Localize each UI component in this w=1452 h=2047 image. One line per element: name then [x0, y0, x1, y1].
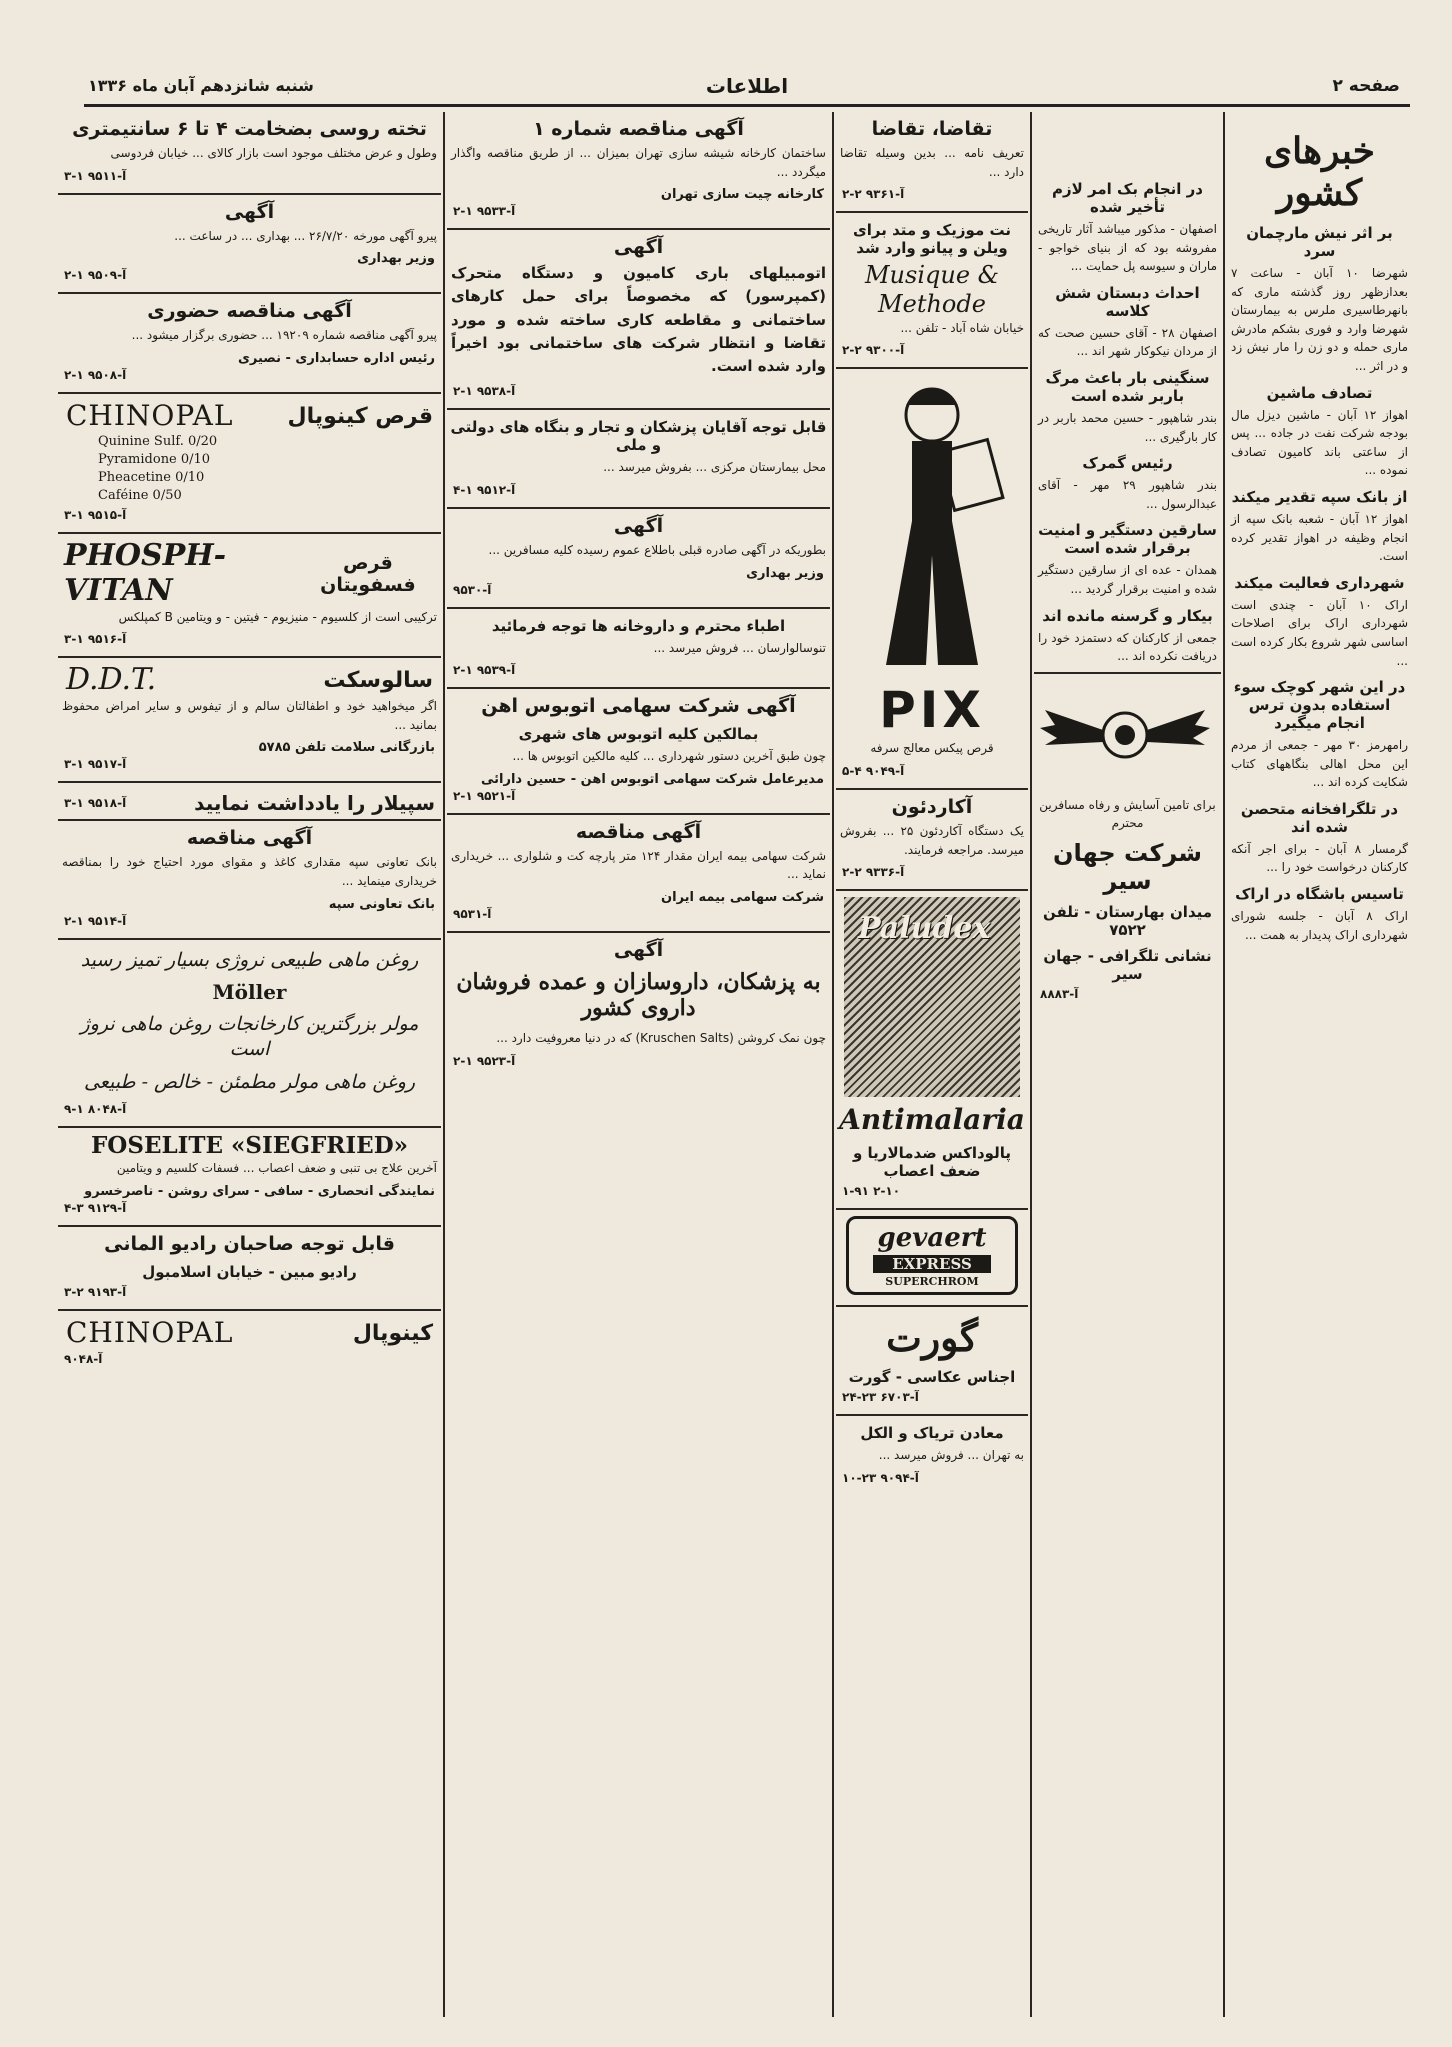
ad-code: آ-۹۰۴۸: [64, 1351, 103, 1366]
article-body: بندر شاهپور - حسین محمد باربر در کار بارگیری ...: [1038, 410, 1217, 444]
doctors-ad: [447, 418, 830, 509]
sipilar-ad: [58, 787, 441, 821]
ingredient: Pheacetine 0/10: [98, 470, 205, 486]
ad-title: معادن تریاک و الکل: [860, 1424, 1004, 1443]
accordion-ad: [836, 796, 1028, 891]
ad-title: آگهی: [613, 939, 664, 961]
headline: در این شهر کوچک سوء استفاده بدون ترس انجام میگیرد: [1233, 678, 1406, 733]
article-body: جمعی از کارکنان که دستمزد خود را دریافت نکرده اند ...: [1038, 630, 1217, 664]
ad-body: پیرو آگهی مناقصه شماره ۱۹۲۰۹ ... حضوری برگزار میشود ...: [131, 328, 437, 343]
ad-sign: وزیر بهداری: [357, 251, 435, 267]
ad-address: خیابان شاه آباد - تلفن ...: [900, 320, 1024, 335]
issue-date: شنبه شانزدهم آبان ماه ۱۳۳۶: [88, 76, 314, 95]
foselite-ad: [58, 1132, 441, 1227]
ad-code: آ-۹۵۱۷ ۱-۳: [64, 757, 127, 772]
ad-title: آکاردئون: [891, 795, 973, 818]
tender-live-ad: [58, 300, 441, 394]
moller-line: مولر بزرگترین کارخانجات روغن ماهی نروژ است: [80, 1013, 419, 1060]
ad-body: آخرین علاج بی تنبی و ضعف اعصاب ... فسفات کلسیم و ویتامین: [116, 1161, 437, 1176]
paludex-image: [844, 897, 1020, 1097]
chinopal-latin: CHINOPAL: [66, 398, 234, 432]
ad-code: آ-۹۵۲۳ ۱-۲: [453, 1053, 516, 1068]
ad-code: آ-۸۰۴۸ ۱-۹: [64, 1102, 127, 1117]
goort-ad: [836, 1315, 1028, 1416]
article-body: اصفهان - مذکور میباشد آثار تاریخی مفروشه بود که از بنیای خواجو - ماران و سیوسه پل حمایت ...: [1038, 222, 1217, 274]
pix-brand: PIX: [879, 681, 985, 740]
headline: در انجام بک امر لازم تأخیر شده: [1052, 180, 1203, 216]
headline: احداث دبستان شش کلاسه: [1055, 283, 1200, 320]
ad-code: آ-۹۵۱۱ ۱-۳: [64, 168, 127, 183]
ad-code: آ-۹۵۳۰: [453, 582, 492, 597]
ad-sign: وزیر بهداری: [746, 565, 824, 581]
ad-body: تعریف نامه ... بدین وسیله تقاضا دارد ...: [840, 146, 1024, 179]
truck-ad: [447, 236, 830, 410]
bus-ad: [447, 695, 830, 815]
health-ad: [58, 201, 441, 295]
ad-title: اطباء محترم و داروخانه ها توجه فرمائید: [491, 616, 786, 635]
ad-agent: نمایندگی انحصاری - سافی - سرای روشن - ناصرخسرو: [84, 1183, 435, 1199]
plywood-ad: [58, 118, 441, 195]
headline: بیکار و گرسنه مانده اند: [1042, 606, 1213, 625]
divider: [1034, 672, 1221, 674]
ad-code: آ-۹۵۳۸ ۱-۲: [453, 384, 516, 399]
article-body: گرمسار ۸ آبان - برای اجر آنکه کارکنان درخواست خود را ...: [1231, 841, 1409, 875]
ddt-latin: D.D.T.: [66, 662, 157, 698]
article-body: رامهرمز ۳۰ مهر - جمعی از مردم این محل اهالی بنگاههای کتاب شکایت کرده اند ...: [1231, 738, 1408, 790]
radio-ad: [58, 1233, 441, 1311]
kruschen-ad: [447, 939, 830, 1068]
ad-title: سپیلار را یادداشت نمایید: [194, 791, 435, 816]
pix-ad: [836, 375, 1028, 790]
headline: تصادف ماشین: [1266, 383, 1373, 402]
ad-code: آ-۹۳۳۶ ۲-۲: [842, 865, 905, 880]
antimalaria-label: Antimalaria: [839, 1103, 1025, 1137]
girl-illustration-icon: [846, 375, 1018, 675]
ad-code: آ-۹۳۶۱ ۲-۲: [842, 187, 905, 202]
ad-body: رادیو مبین - خیابان اسلامبول: [142, 1262, 357, 1281]
gevaert-ad: [836, 1216, 1028, 1307]
ingredient: Pyramidone 0/10: [98, 451, 211, 467]
gevaert-express: EXPRESS: [873, 1255, 991, 1273]
ad-title: تقاضا، تقاضا: [871, 118, 993, 140]
ad-body: برای تامین آسایش و رفاه مسافرین محترم: [1039, 797, 1216, 831]
ad-code: آ-۶۷۰۳ ۲۳-۲۴: [842, 1390, 919, 1405]
ad-title: آگهی: [613, 236, 664, 259]
foselite-brand: FOSELITE «SIEGFRIED»: [90, 1132, 409, 1160]
gevaert-brand: gevaert: [877, 1223, 987, 1254]
ad-sign: مدیرعامل شرکت سهامی اتوبوس اهن - حسین دارائی: [481, 771, 824, 787]
ad-body: یک دستگاه آکاردئون ۲۵ ... بفروش میرسد. مراجعه فرمایند.: [840, 823, 1025, 857]
ad-body: پیرو آگهی مورخه ۲۶/۷/۲۰ ... بهداری ... در ساعت ...: [174, 228, 437, 243]
ad-code: آ-۹۵۱۴ ۱-۲: [64, 913, 127, 928]
ad-body: تنوسالوارسان ... فروش میرسد ...: [653, 640, 826, 655]
ddt-fa: سالوسکت: [323, 668, 433, 694]
ad-body: به تهران ... فروش میرسد ...: [878, 1448, 1024, 1463]
article-body: اهواز ۱۲ آبان - ماشین دیزل مال بودجه شرکت نفت در جاده ... پس از ساعتی باند کامیون تصادف نموده ...: [1231, 407, 1409, 478]
article-body: همدان - عده ای از سارقین دستگیر شده و امنیت برقرار گردید ...: [1038, 563, 1217, 596]
article-body: اراک ۱۰ آبان - چندی است شهرداری اراک برای اصلاحات اساسی شهر شروع بکار کرده است ...: [1231, 597, 1408, 668]
ad-code: آ-۸۸۸۳: [1040, 986, 1079, 1001]
ad-code: آ-۹۳۰۰ ۲-۲: [842, 343, 905, 358]
article-body: شهرضا ۱۰ آبان - ساعت ۷ بعدازظهر روز گذشته ماری که بانهرطاسیری ملرس به بیمارستان شهرضا وارد و فوری بشکم مادرش ماری حمله و دو زن را مار نیش زد و در اثر ...: [1231, 266, 1408, 373]
moller-line: روغن ماهی طبیعی نروژی بسیار تمیز رسید: [80, 948, 419, 971]
moller-ad: [58, 948, 441, 1129]
ad-title: آگهی: [224, 200, 275, 223]
music-latin: Musique & Methode: [864, 261, 1000, 318]
ad-sign: کارخانه چیت سازی تهران: [660, 187, 824, 203]
ad-code: آ-۹۵۰۸ ۱-۲: [64, 367, 127, 382]
ad-subtitle: به پزشکان، داروسازان و عمده فروشان داروی کشور: [456, 969, 821, 1021]
ad-body: اگر میخواهید خود و اطفالتان سالم و از تیفوس و سایر امراض محفوظ بمانید ...: [62, 699, 437, 732]
demand-ad: [836, 118, 1028, 213]
column-rule: [1030, 112, 1032, 2017]
ad-code: آ-۹۱۲۹ ۳-۴: [64, 1200, 127, 1215]
ad-phone: بازرگانی سلامت تلفن ۵۷۸۵: [258, 740, 435, 756]
article-body: اهواز ۱۲ آبان - شعبه بانک سپه از انجام وظیفه در اهواز تقدیر کرده است.: [1231, 511, 1408, 564]
ad-sign: رئیس اداره حسابداری - نصیری: [237, 350, 435, 366]
chinopal-ad-2: [58, 1315, 441, 1366]
ad-body: ساختمان کارخانه شیشه سازی تهران بمیزان ... از طریق مناقصه واگذار میگردد ...: [451, 146, 826, 179]
ad-body: بطوریکه در آگهی صادره قبلی باطلاع عموم رسیده کلیه مسافرین ...: [488, 543, 826, 558]
mineral-ad: [836, 1424, 1028, 1485]
ad-code: آ-۹۵۳۳ ۱-۲: [453, 204, 516, 219]
news-column-2: [1034, 112, 1221, 2017]
ad-title: آگهی مناقصه: [575, 820, 702, 843]
ad-body: شرکت سهامی بیمه ایران مقدار ۱۲۴ متر پارچه کت و شلواری ... خریداری نماید ...: [451, 848, 826, 882]
chinopal-fa: قرص کینوپال: [287, 403, 433, 429]
ad-body: اتومبیلهای باری کامیون و دستگاه متحرک (کمپرسور) که مخصوصاً برای حمل کارهای ساختمانی و مقاطعه کاری ساخته شده و مورد تقاضا و انتظار شرکت های ساختمانی بود اخیراً وارد شده است.: [451, 264, 826, 376]
ads-column-3: [836, 112, 1028, 2017]
masthead: [84, 66, 1410, 107]
ad-code: آ-۹۵۳۹ ۱-۲: [453, 663, 516, 678]
insurance-ad: [447, 821, 830, 933]
headline: شهرداری فعالیت میکند: [1234, 573, 1405, 592]
paludex-ad: [836, 897, 1028, 1210]
ads-column-4: [447, 112, 830, 2017]
gevaert-logo: [846, 1216, 1018, 1295]
column-rule: [1223, 112, 1225, 2017]
ad-code: آ-۹۱۹۳ ۲-۳: [64, 1284, 127, 1299]
headline: از بانک سپه تقدیر میکند: [1231, 487, 1408, 506]
antimalaria-fa: پالوداکس ضدمالاریا و ضعف اعصاب: [853, 1144, 1011, 1181]
tender1-ad: [447, 118, 830, 230]
pix-illustration: [846, 375, 1018, 675]
music-ad: [836, 221, 1028, 369]
ad-code: آ-۹۵۱۶ ۱-۳: [64, 632, 127, 647]
ad-code: ۱-۹۱ ۲-۱۰: [842, 1184, 901, 1199]
page-number: صفحه ۲: [1332, 76, 1400, 96]
ad-code: آ-۹۵۳۱: [453, 907, 492, 921]
winged-emblem-icon: [1035, 680, 1215, 790]
ad-body: محل بیمارستان مرکزی ... بفروش میرسد ...: [603, 460, 826, 475]
ad-body: بانک تعاونی سپه مقداری کاغذ و مقوای مورد احتیاج خود را بمناقصه خریداری مینماید ...: [62, 855, 437, 888]
chinopal-ingredients: [58, 433, 441, 506]
ad-code: آ-۹۵۲۱ ۱-۲: [453, 788, 516, 803]
ad-company: شرکت جهان سیر: [1053, 838, 1202, 895]
ad-telegraph: نشانی تلگرافی - جهان سیر: [1043, 946, 1212, 983]
ad-code: آ-۹۵۱۸ ۱-۳: [64, 796, 127, 811]
news-column: [1227, 112, 1412, 2017]
headline: رئیس گمرک: [1082, 454, 1173, 473]
moller-brand: Möller: [212, 980, 287, 1005]
ads-column-5: [58, 112, 441, 2017]
ad-subtitle: بمالکین کلیه اتوبوس های شهری: [518, 725, 759, 744]
ad-title: آگهی مناقصه: [186, 827, 313, 850]
wings-logo: [1040, 680, 1215, 790]
ad-body: وطول و عرض مختلف موجود است بازار کالای ... خیابان فردوسی: [110, 146, 437, 160]
ad-body: اجناس عکاسی - گورت: [848, 1368, 1016, 1387]
ddt-ad: [58, 662, 441, 783]
pix-caption: قرص پیکس معالج سرفه: [870, 741, 994, 756]
chinopal-fa: کینوپال: [352, 1320, 433, 1346]
article-body: اراک ۸ آبان - جلسه شورای شهرداری اراک پدیدار به همت ...: [1231, 909, 1408, 942]
ad-code: آ-۹۵۰۹ ۱-۲: [64, 268, 127, 283]
ad-sign: شرکت سهامی بیمه ایران: [661, 890, 824, 905]
article-body: اصفهان ۲۸ - آقای حسین صحت که از مردان نیکوکار شهر اند ...: [1038, 325, 1217, 359]
ad-title: قابل توجه آقایان پزشکان و تجار و بنگاه های دولتی و ملی: [450, 418, 827, 455]
ad-code: آ-۹۰۹۴ ۲۳-۱۰: [842, 1470, 919, 1485]
bank-tender-ad: [58, 827, 441, 939]
gevaert-super: SUPERCHROM: [885, 1275, 979, 1289]
moller-line: روغن ماهی مولر مطمئن - خالص - طبیعی: [83, 1070, 416, 1093]
paper-name: اطلاعات: [705, 74, 789, 98]
phosph-fa: قرص فسفویتان: [320, 551, 416, 596]
ad-title: آگهی شرکت سهامی اتوبوس اهن: [481, 695, 796, 718]
headline: سنگینی بار باعث مرگ باربر شده است: [1045, 368, 1210, 405]
ad-address: میدان بهارستان - تلفن ۷۵۲۲: [1042, 902, 1213, 939]
ingredient: Caféine 0/50: [98, 488, 182, 504]
headline: بر اثر نیش مارچمان سرد: [1246, 224, 1393, 260]
column-rule: [443, 112, 445, 2017]
ad-title: نت موزیک و متد برای ویلن و پیانو وارد شد: [853, 221, 1011, 258]
paludex-brand: Paludex: [858, 911, 991, 947]
notice-ad: [447, 515, 830, 609]
ad-body: چون نمک کروشن (Kruschen Salts) که در دنیا معروفیت دارد ...: [496, 1031, 826, 1045]
ad-sign: بانک تعاونی سپه: [328, 896, 435, 912]
headline: در تلگرافخانه متحصن شده اند: [1240, 799, 1399, 836]
ad-code: آ-۹۵۱۵ ۱-۳: [64, 507, 127, 522]
ad-title: قابل توجه صاحبان رادیو المانی: [104, 1232, 395, 1255]
headline: تاسیس باشگاه در اراک: [1235, 885, 1404, 904]
headline: سارقین دستگیر و امنیت برقرار شده است: [1038, 521, 1217, 558]
ad-body: چون طبق آخرین دستور شهرداری ... کلیه مالکین اتوبوس ها ...: [512, 749, 826, 764]
column-rule: [832, 112, 834, 2017]
ingredient: Quinine Sulf. 0/20: [98, 433, 218, 449]
ad-title: آگهی مناقصه شماره ۱: [533, 118, 744, 140]
ad-code: آ-۹۵۱۲ ۱-۴: [453, 483, 516, 498]
ad-title: تخته روسی بضخامت ۴ تا ۶ سانتیمتری: [72, 118, 427, 140]
ad-body: ترکیبی است از کلسیوم - منیزیوم - فیتین - و ویتامین B کمپلکس: [118, 609, 437, 624]
phosph-latin: PHOSPH-VITAN: [64, 537, 227, 608]
ad-title: گورت: [886, 1315, 978, 1361]
chinopal-latin: CHINOPAL: [66, 1315, 234, 1349]
chinopal-ad: [58, 398, 441, 534]
article-body: بندر شاهپور ۲۹ مهر - آقای عبدالرسول ...: [1038, 478, 1217, 511]
phosphvitan-ad: [58, 538, 441, 659]
ad-code: آ-۹۰۴۹ ۴-۵: [842, 763, 905, 778]
section-title: خبرهای کشور: [1263, 130, 1376, 214]
pharmacy-ad: [447, 617, 830, 690]
ad-title: آگهی: [613, 515, 664, 538]
ad-title: آگهی مناقصه حضوری: [147, 300, 352, 323]
